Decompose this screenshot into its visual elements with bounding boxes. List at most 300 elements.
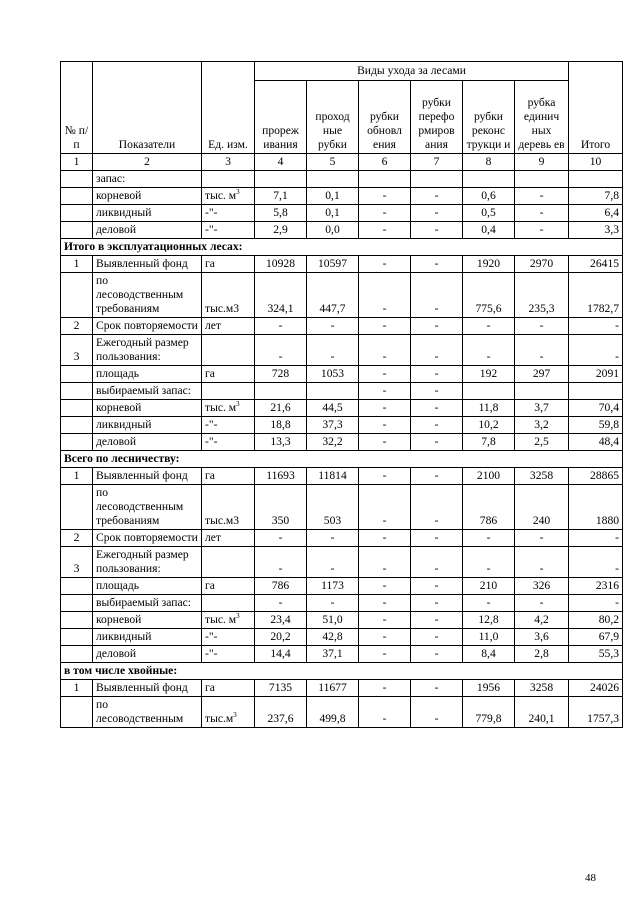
row-value: - [411, 680, 463, 697]
row-value: 70,4 [569, 400, 623, 417]
row-number: 1 [61, 468, 93, 485]
row-value [255, 171, 307, 188]
row-value: - [307, 547, 359, 578]
row-value: 1173 [307, 578, 359, 595]
row-value: - [569, 547, 623, 578]
row-value: 779,8 [463, 697, 515, 728]
row-number [61, 188, 93, 205]
row-label: Выявленный фонд [93, 468, 202, 485]
row-value: 2,8 [515, 646, 569, 663]
row-value: - [307, 335, 359, 366]
row-value: - [359, 646, 411, 663]
row-value: - [463, 335, 515, 366]
row-value: - [569, 530, 623, 547]
row-value: 11814 [307, 468, 359, 485]
row-unit [202, 697, 255, 728]
row-unit-text: лет [205, 319, 221, 332]
row-label: корневой [93, 400, 202, 417]
row-number [61, 578, 93, 595]
row-value: 59,8 [569, 417, 623, 434]
table-row [61, 335, 623, 366]
row-value: - [255, 318, 307, 335]
row-value: - [359, 434, 411, 451]
row-value [515, 383, 569, 400]
table-row [61, 578, 623, 595]
row-value: - [515, 547, 569, 578]
row-value: 3258 [515, 680, 569, 697]
row-value: 192 [463, 366, 515, 383]
row-value: 6,4 [569, 205, 623, 222]
header-indicator: Показатели [93, 62, 202, 154]
row-value: 11693 [255, 468, 307, 485]
row-value: 28865 [569, 468, 623, 485]
unit-superscript: 3 [233, 711, 237, 720]
row-unit-text: га [205, 257, 215, 270]
row-value: - [411, 595, 463, 612]
row-unit-text: тыс. м [205, 189, 237, 202]
row-value: - [359, 400, 411, 417]
row-value: - [359, 578, 411, 595]
row-unit [202, 612, 255, 629]
row-value: - [255, 530, 307, 547]
row-unit [202, 595, 255, 612]
row-value: - [411, 318, 463, 335]
row-value: - [359, 680, 411, 697]
row-value: - [411, 256, 463, 273]
row-number [61, 595, 93, 612]
row-number [61, 205, 93, 222]
row-number: 2 [61, 318, 93, 335]
row-value [307, 171, 359, 188]
section-row [61, 239, 623, 256]
row-unit-text: тыс. м [205, 401, 237, 414]
row-value: - [411, 485, 463, 530]
table-row [61, 697, 623, 728]
row-value: 235,3 [515, 273, 569, 318]
row-value: - [411, 366, 463, 383]
row-number [61, 434, 93, 451]
row-value: - [411, 547, 463, 578]
row-value: 20,2 [255, 629, 307, 646]
row-number [61, 222, 93, 239]
row-label: ликвидный [93, 417, 202, 434]
row-value: 1053 [307, 366, 359, 383]
row-number: 3 [61, 335, 93, 366]
header-num: № п/п [61, 62, 93, 154]
row-value: - [411, 222, 463, 239]
row-value [515, 171, 569, 188]
table-row [61, 547, 623, 578]
row-label: по лесоводственным требованиям [93, 273, 202, 318]
row-value: - [515, 205, 569, 222]
row-unit-text: га [205, 367, 215, 380]
row-value: 2316 [569, 578, 623, 595]
row-label: площадь [93, 578, 202, 595]
row-value: 44,5 [307, 400, 359, 417]
row-value: 24026 [569, 680, 623, 697]
row-unit-text: -"- [205, 223, 218, 236]
row-unit-text: га [205, 579, 215, 592]
row-number [61, 646, 93, 663]
row-value: 0,1 [307, 205, 359, 222]
row-label: Срок повторяемости [93, 318, 202, 335]
header-number: 5 [307, 154, 359, 171]
row-value: 0,0 [307, 222, 359, 239]
row-value: 2091 [569, 366, 623, 383]
section-row [61, 663, 623, 680]
row-value: 14,4 [255, 646, 307, 663]
row-value: - [307, 318, 359, 335]
table-row [61, 188, 623, 205]
row-value: - [411, 273, 463, 318]
row-value: - [569, 318, 623, 335]
row-unit [202, 680, 255, 697]
row-value: - [411, 578, 463, 595]
row-unit [202, 318, 255, 335]
header-group: Виды ухода за лесами [255, 62, 569, 81]
table-row [61, 595, 623, 612]
row-value: - [307, 530, 359, 547]
row-value: - [359, 595, 411, 612]
row-value [463, 383, 515, 400]
row-value: 32,2 [307, 434, 359, 451]
row-unit [202, 222, 255, 239]
table-row [61, 366, 623, 383]
table-row [61, 400, 623, 417]
row-value: - [411, 697, 463, 728]
row-value: 0,5 [463, 205, 515, 222]
row-value: - [359, 383, 411, 400]
row-value: 3258 [515, 468, 569, 485]
row-value: 48,4 [569, 434, 623, 451]
row-label: запас: [93, 171, 202, 188]
row-value: 10928 [255, 256, 307, 273]
row-value: 297 [515, 366, 569, 383]
row-value [307, 383, 359, 400]
table-row [61, 530, 623, 547]
row-value: - [463, 530, 515, 547]
row-value: 503 [307, 485, 359, 530]
row-value: - [359, 335, 411, 366]
row-value: - [255, 547, 307, 578]
row-value: - [359, 629, 411, 646]
row-value: 775,6 [463, 273, 515, 318]
row-number [61, 612, 93, 629]
row-unit [202, 485, 255, 530]
section-title: Итого в эксплуатационных лесах: [61, 239, 623, 256]
row-label: Ежегодный размер пользования: [93, 547, 202, 578]
row-value: - [411, 188, 463, 205]
row-value: - [359, 530, 411, 547]
row-value: 13,3 [255, 434, 307, 451]
row-value: 3,7 [515, 400, 569, 417]
header-total: Итого [569, 62, 623, 154]
row-value: - [411, 335, 463, 366]
header-number: 1 [61, 154, 93, 171]
row-number [61, 366, 93, 383]
row-number [61, 485, 93, 530]
row-label: деловой [93, 434, 202, 451]
row-value: 2,5 [515, 434, 569, 451]
row-label: площадь [93, 366, 202, 383]
row-value: 3,2 [515, 417, 569, 434]
row-value: 786 [463, 485, 515, 530]
row-value: 7135 [255, 680, 307, 697]
row-number [61, 400, 93, 417]
page-number: 48 [585, 872, 596, 884]
header-col-5: рубки реконс трукци и [463, 81, 515, 154]
row-value: - [359, 485, 411, 530]
row-value: 26415 [569, 256, 623, 273]
row-value: - [569, 335, 623, 366]
table-row [61, 612, 623, 629]
row-label: ликвидный [93, 205, 202, 222]
row-value: - [411, 434, 463, 451]
table-row [61, 273, 623, 318]
row-unit [202, 530, 255, 547]
section-row [61, 451, 623, 468]
row-value: 55,3 [569, 646, 623, 663]
row-value: 2970 [515, 256, 569, 273]
row-number [61, 697, 93, 728]
row-value: 0,4 [463, 222, 515, 239]
row-label: деловой [93, 222, 202, 239]
header-number: 2 [93, 154, 202, 171]
row-value: 0,1 [307, 188, 359, 205]
row-value: 8,4 [463, 646, 515, 663]
row-number: 1 [61, 256, 93, 273]
row-number: 1 [61, 680, 93, 697]
header-col-2: проход ные рубки [307, 81, 359, 154]
row-value: - [515, 335, 569, 366]
row-value: - [515, 188, 569, 205]
row-value: 11,8 [463, 400, 515, 417]
row-value: - [255, 335, 307, 366]
row-value: 37,1 [307, 646, 359, 663]
table-row [61, 383, 623, 400]
row-unit-text: га [205, 469, 215, 482]
row-value: - [359, 256, 411, 273]
row-value [463, 171, 515, 188]
row-value: - [359, 468, 411, 485]
row-value: 4,2 [515, 612, 569, 629]
row-unit-text: лет [205, 531, 221, 544]
row-label: ликвидный [93, 629, 202, 646]
row-value: 42,8 [307, 629, 359, 646]
row-unit [202, 383, 255, 400]
section-title: Всего по лесничеству: [61, 451, 623, 468]
row-unit [202, 171, 255, 188]
header-number: 8 [463, 154, 515, 171]
row-label: выбираемый запас: [93, 383, 202, 400]
row-value: - [411, 646, 463, 663]
row-value: 350 [255, 485, 307, 530]
row-value: 51,0 [307, 612, 359, 629]
row-value: 37,3 [307, 417, 359, 434]
row-unit-text: -"- [205, 630, 218, 643]
row-value: - [411, 629, 463, 646]
row-unit-text: -"- [205, 418, 218, 431]
header-unit: Ед. изм. [202, 62, 255, 154]
row-unit [202, 256, 255, 273]
row-value [411, 171, 463, 188]
row-number: 3 [61, 547, 93, 578]
row-value: - [463, 318, 515, 335]
row-value: - [515, 222, 569, 239]
row-label: Выявленный фонд [93, 256, 202, 273]
table-row [61, 222, 623, 239]
row-label: корневой [93, 612, 202, 629]
row-number [61, 273, 93, 318]
row-value: 67,9 [569, 629, 623, 646]
row-value: 499,8 [307, 697, 359, 728]
row-label: по лесоводственным требованиям [93, 485, 202, 530]
row-value: - [359, 273, 411, 318]
header-col-4: рубки перефо рмиров ания [411, 81, 463, 154]
row-value: 7,8 [569, 188, 623, 205]
row-value: - [411, 383, 463, 400]
row-value: - [359, 547, 411, 578]
row-value: 21,6 [255, 400, 307, 417]
row-value: 324,1 [255, 273, 307, 318]
section-title: в том числе хвойные: [61, 663, 623, 680]
row-value: 237,6 [255, 697, 307, 728]
row-unit-text: га [205, 681, 215, 694]
table-row [61, 646, 623, 663]
row-value [569, 171, 623, 188]
row-value: - [411, 400, 463, 417]
row-value: - [307, 595, 359, 612]
row-value: - [359, 188, 411, 205]
row-value: 5,8 [255, 205, 307, 222]
header-number: 7 [411, 154, 463, 171]
row-unit [202, 205, 255, 222]
row-value: 2100 [463, 468, 515, 485]
unit-superscript: 3 [236, 612, 240, 621]
row-value: - [411, 205, 463, 222]
row-value: - [515, 530, 569, 547]
row-value: - [515, 595, 569, 612]
row-value: 1956 [463, 680, 515, 697]
row-value: 11,0 [463, 629, 515, 646]
row-value: 2,9 [255, 222, 307, 239]
row-value: 1757,3 [569, 697, 623, 728]
row-value: 1920 [463, 256, 515, 273]
row-unit-text: тыс.м3 [205, 302, 240, 315]
row-value: 447,7 [307, 273, 359, 318]
row-label: выбираемый запас: [93, 595, 202, 612]
table-row [61, 485, 623, 530]
table-row [61, 417, 623, 434]
row-label: Срок повторяемости [93, 530, 202, 547]
row-value: 240 [515, 485, 569, 530]
table-row [61, 171, 623, 188]
row-value: - [359, 417, 411, 434]
row-value: 240,1 [515, 697, 569, 728]
header-number: 3 [202, 154, 255, 171]
row-label: Ежегодный размер пользования: [93, 335, 202, 366]
row-value: 7,8 [463, 434, 515, 451]
row-value: - [359, 222, 411, 239]
row-value: 3,6 [515, 629, 569, 646]
header-col-1: прореж ивания [255, 81, 307, 154]
row-unit-text: тыс.м [205, 712, 234, 725]
row-value: 3,3 [569, 222, 623, 239]
row-value: 18,8 [255, 417, 307, 434]
table-row [61, 468, 623, 485]
row-value: 326 [515, 578, 569, 595]
header-col-6: рубка единич ных деревь ев [515, 81, 569, 154]
row-unit [202, 366, 255, 383]
row-number [61, 417, 93, 434]
row-unit-text: -"- [205, 206, 218, 219]
row-unit [202, 400, 255, 417]
table-row [61, 318, 623, 335]
row-value [359, 171, 411, 188]
row-value: 210 [463, 578, 515, 595]
row-value: - [463, 595, 515, 612]
row-value: 7,1 [255, 188, 307, 205]
forest-care-table [60, 61, 623, 728]
row-value: - [411, 612, 463, 629]
header-number: 9 [515, 154, 569, 171]
row-value: - [359, 205, 411, 222]
row-value: - [411, 468, 463, 485]
table-row [61, 629, 623, 646]
row-number [61, 171, 93, 188]
row-unit-text: тыс.м3 [205, 514, 240, 527]
row-value: 23,4 [255, 612, 307, 629]
table-row [61, 256, 623, 273]
row-label: деловой [93, 646, 202, 663]
row-value: - [359, 366, 411, 383]
row-value: 80,2 [569, 612, 623, 629]
row-unit [202, 335, 255, 366]
row-unit [202, 417, 255, 434]
row-unit [202, 547, 255, 578]
table-row [61, 434, 623, 451]
row-number [61, 629, 93, 646]
row-label: по лесоводственным [93, 697, 202, 728]
header-number: 6 [359, 154, 411, 171]
row-unit-text: тыс. м [205, 613, 237, 626]
row-unit [202, 468, 255, 485]
row-value [255, 383, 307, 400]
row-number: 2 [61, 530, 93, 547]
row-number [61, 383, 93, 400]
row-value: 1880 [569, 485, 623, 530]
row-value [569, 383, 623, 400]
row-value: 786 [255, 578, 307, 595]
table-row [61, 680, 623, 697]
row-value: - [569, 595, 623, 612]
header-number: 10 [569, 154, 623, 171]
row-value: 10,2 [463, 417, 515, 434]
header-number: 4 [255, 154, 307, 171]
row-unit [202, 629, 255, 646]
row-value: - [515, 318, 569, 335]
row-value: 12,8 [463, 612, 515, 629]
header-col-3: рубки обновл ения [359, 81, 411, 154]
row-value: 1782,7 [569, 273, 623, 318]
row-label: Выявленный фонд [93, 680, 202, 697]
row-value: - [359, 612, 411, 629]
row-value: - [411, 417, 463, 434]
table-row [61, 205, 623, 222]
row-value: - [359, 318, 411, 335]
row-unit [202, 646, 255, 663]
row-value: - [463, 547, 515, 578]
